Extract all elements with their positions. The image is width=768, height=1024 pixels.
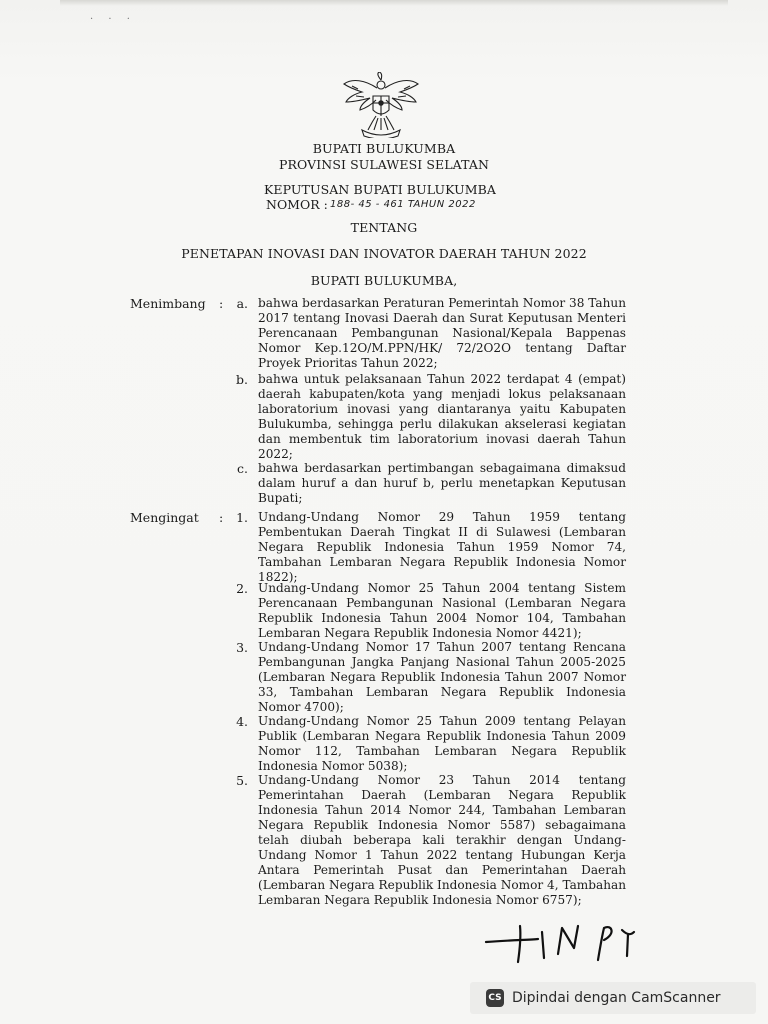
- mengingat-item-3: Undang-Undang Nomor 17 Tahun 2007 tentang Rencana Pembangunan Jangka Panjang Nasional Tahun 2005-2025 (Lembaran Negara Republik Indonesia Tahun 2007 Nomor 33, Tambahan Lembaran Negara Republik Indonesia Nomor 4700);: [258, 640, 626, 714]
- menimbang-item-a: bahwa berdasarkan Peraturan Pemerintah Nomor 38 Tahun 2017 tentang Inovasi Daerah dan Surat Keputusan Menteri Perencanaan Pembangunan Nasional/Kepala Bappenas Nomor Kep.12O/M.PPN/HK/ 72/2O2O tentang Daftar Proyek Prioritas Tahun 2022;: [258, 296, 626, 370]
- scan-specks: · · ·: [90, 14, 136, 25]
- nomor-value: 188- 45 - 461 TAHUN 2022: [330, 199, 476, 210]
- menimbang-mark-a: a.: [236, 296, 248, 311]
- mengingat-mark-5: 5.: [236, 773, 248, 788]
- menimbang-item-c: bahwa berdasarkan pertimbangan sebagaimana dimaksud dalam huruf a dan huruf b, perlu menetapkan Keputusan Bupati;: [258, 461, 626, 505]
- mengingat-item-5: Undang-Undang Nomor 23 Tahun 2014 tentang Pemerintahan Daerah (Lembaran Negara Republik Indonesia Tahun 2014 Nomor 244, Tambahan Lembaran Negara Republik Indonesia Nomor 5587) sebagaimana telah diubah beberapa kali terakhir dengan Undang-Undang Nomor 1 Tahun 2022 tentang Hubungan Kerja Antara Pemerintah Pusat dan Pemerintahan Daerah (Lembaran Negara Republik Indonesia Nomor 4, Tambahan Lembaran Negara Republik Indonesia Nomor 6757);: [258, 773, 626, 907]
- page-edge-shadow: [60, 0, 728, 6]
- handwritten-initials-signature: [480, 918, 650, 966]
- menimbang-mark-b: b.: [236, 372, 248, 387]
- province-title: PROVINSI SULAWESI SELATAN: [278, 157, 490, 172]
- mengingat-mark-4: 4.: [236, 714, 248, 729]
- garuda-emblem-icon: [340, 72, 422, 138]
- camscanner-icon: CS: [486, 989, 504, 1007]
- regent-title: BUPATI BULUKUMBA: [312, 141, 456, 156]
- authority-line: BUPATI BULUKUMBA,: [310, 273, 458, 288]
- tentang-heading: TENTANG: [350, 220, 418, 235]
- camscanner-text: Dipindai dengan CamScanner: [512, 990, 721, 1006]
- mengingat-label: Mengingat: [130, 510, 199, 525]
- mengingat-colon: :: [219, 510, 224, 525]
- menimbang-label: Menimbang: [130, 296, 206, 311]
- mengingat-mark-1: 1.: [236, 510, 248, 525]
- menimbang-mark-c: c.: [237, 461, 248, 476]
- mengingat-mark-2: 2.: [236, 581, 248, 596]
- mengingat-mark-3: 3.: [236, 640, 248, 655]
- decree-title: KEPUTUSAN BUPATI BULUKUMBA: [263, 182, 497, 197]
- mengingat-item-1: Undang-Undang Nomor 29 Tahun 1959 tentang Pembentukan Daerah Tingkat II di Sulawesi (Lembaran Negara Republik Indonesia Tahun 1959 Nomor 74, Tambahan Lembaran Negara Republik Indonesia Nomor 1822);: [258, 510, 626, 584]
- mengingat-item-4: Undang-Undang Nomor 25 Tahun 2009 tentang Pelayan Publik (Lembaran Negara Republik Indonesia Tahun 2009 Nomor 112, Tambahan Lembaran Negara Republik Indonesia Nomor 5038);: [258, 714, 626, 773]
- camscanner-watermark: [470, 982, 756, 1014]
- mengingat-item-2: Undang-Undang Nomor 25 Tahun 2004 tentang Sistem Perencanaan Pembangunan Nasional (Lembaran Negara Republik Indonesia Tahun 2004 Nomor 104, Tambahan Lembaran Negara Republik Indonesia Nomor 4421);: [258, 581, 626, 640]
- decree-subject: PENETAPAN INOVASI DAN INOVATOR DAERAH TAHUN 2022: [181, 246, 587, 261]
- nomor-label: NOMOR :: [266, 197, 328, 212]
- menimbang-item-b: bahwa untuk pelaksanaan Tahun 2022 terdapat 4 (empat) daerah kabupaten/kota yang menjadi lokus pelaksanaan laboratorium inovasi yang diantaranya yaitu Kabupaten Bulukumba, sehingga perlu dilakukan akselerasi kegiatan dan membentuk tim laboratorium inovasi daerah Tahun 2022;: [258, 372, 626, 461]
- menimbang-colon: :: [219, 296, 224, 311]
